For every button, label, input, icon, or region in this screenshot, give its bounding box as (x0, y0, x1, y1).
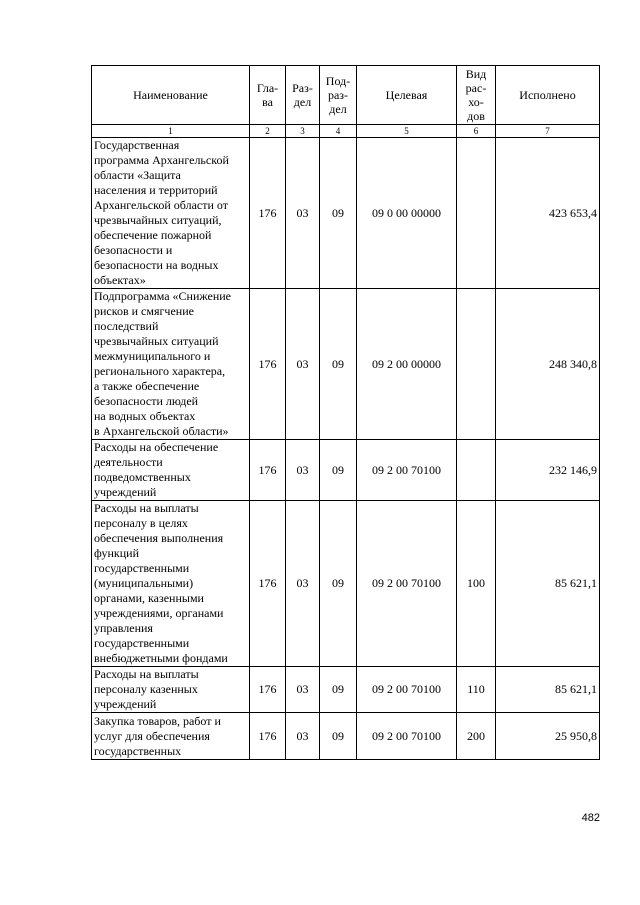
row-vid: 110 (457, 667, 496, 713)
row-glava: 176 (250, 440, 286, 501)
column-number: 4 (320, 125, 357, 138)
column-number: 6 (457, 125, 496, 138)
row-podrazdel: 09 (320, 440, 357, 501)
row-glava: 176 (250, 138, 286, 289)
row-razdel: 03 (286, 440, 320, 501)
column-number: 1 (92, 125, 250, 138)
row-podrazdel: 09 (320, 289, 357, 440)
column-number: 3 (286, 125, 320, 138)
row-target: 09 2 00 00000 (357, 289, 457, 440)
header-row (92, 66, 600, 125)
row-vid: 200 (457, 713, 496, 760)
row-razdel: 03 (286, 289, 320, 440)
row-razdel: 03 (286, 713, 320, 760)
row-amount: 248 340,8 (496, 289, 600, 440)
table-row (92, 501, 600, 667)
row-vid (457, 138, 496, 289)
header-target: Целевая (357, 66, 457, 125)
row-glava: 176 (250, 667, 286, 713)
row-amount: 423 653,4 (496, 138, 600, 289)
header-amount: Исполнено (496, 66, 600, 125)
header-name: Наименование (92, 66, 250, 125)
column-number-row (92, 125, 600, 138)
page-number: 482 (581, 812, 600, 824)
row-name: Расходы на обеспечение деятельности подведомственных учреждений (92, 440, 250, 501)
row-target: 09 2 00 70100 (357, 501, 457, 667)
budget-table (91, 65, 600, 760)
row-name: Закупка товаров, работ и услуг для обеспечения государственных (92, 713, 250, 760)
row-target: 09 0 00 00000 (357, 138, 457, 289)
row-vid (457, 289, 496, 440)
column-number: 7 (496, 125, 600, 138)
table-row (92, 667, 600, 713)
row-target: 09 2 00 70100 (357, 667, 457, 713)
header-podrazdel: Под- раз- дел (320, 66, 357, 125)
row-glava: 176 (250, 289, 286, 440)
header-glava: Гла- ва (250, 66, 286, 125)
table-row (92, 440, 600, 501)
header-razdel: Раз- дел (286, 66, 320, 125)
column-number: 5 (357, 125, 457, 138)
row-glava: 176 (250, 713, 286, 760)
row-podrazdel: 09 (320, 501, 357, 667)
row-amount: 25 950,8 (496, 713, 600, 760)
column-number: 2 (250, 125, 286, 138)
table-row (92, 289, 600, 440)
table-row (92, 138, 600, 289)
row-vid: 100 (457, 501, 496, 667)
row-razdel: 03 (286, 138, 320, 289)
row-razdel: 03 (286, 501, 320, 667)
table-row (92, 713, 600, 760)
row-vid (457, 440, 496, 501)
row-podrazdel: 09 (320, 138, 357, 289)
row-name: Подпрограмма «Снижение рисков и смягчение последствий чрезвычайных ситуаций межмуниципального и регионального характера, а также обеспечение безопасности людей на водных объектах в Архангельской области» (92, 289, 250, 440)
row-razdel: 03 (286, 667, 320, 713)
row-target: 09 2 00 70100 (357, 713, 457, 760)
row-podrazdel: 09 (320, 713, 357, 760)
row-amount: 232 146,9 (496, 440, 600, 501)
row-name: Расходы на выплаты персоналу казенных учреждений (92, 667, 250, 713)
row-name: Расходы на выплаты персоналу в целях обеспечения выполнения функций государственными (муниципальными) органами, казенными учреждениями, органами управления государственными внебюджетными фондами (92, 501, 250, 667)
header-vid: Вид рас- хо- дов (457, 66, 496, 125)
row-glava: 176 (250, 501, 286, 667)
row-podrazdel: 09 (320, 667, 357, 713)
row-name: Государственная программа Архангельской области «Защита населения и территорий Архангельской области от чрезвычайных ситуаций, обеспечение пожарной безопасности и безопасности на водных объектах» (92, 138, 250, 289)
row-amount: 85 621,1 (496, 667, 600, 713)
row-amount: 85 621,1 (496, 501, 600, 667)
row-target: 09 2 00 70100 (357, 440, 457, 501)
